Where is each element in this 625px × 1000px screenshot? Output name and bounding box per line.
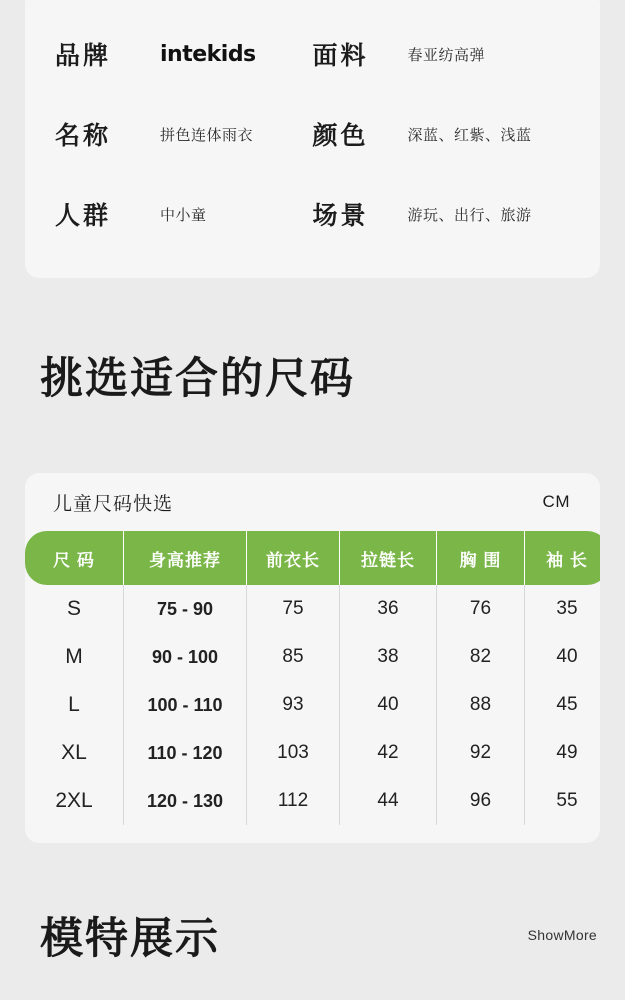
table-row — [25, 633, 600, 681]
spec-row-scene — [313, 196, 571, 232]
cell-size: M — [65, 645, 83, 668]
spec-row-brand — [55, 36, 313, 72]
cell-chest: 96 — [437, 777, 525, 825]
size-section-title: 挑选适合的尺码 — [40, 355, 355, 403]
cell-chest: 82 — [437, 633, 525, 681]
cell-sleeve: 55 — [525, 777, 601, 825]
show-more-link[interactable]: ShowMore — [527, 927, 597, 943]
cell-height: 120 - 130 — [124, 777, 247, 825]
spec-label-color: 颜色 — [312, 122, 369, 150]
size-chart-title: 儿童尺码快选 — [53, 493, 174, 515]
spec-row-audience — [55, 196, 313, 232]
size-table-header-row — [25, 531, 600, 585]
cell-chest: 88 — [437, 681, 525, 729]
col-header-sleeve: 袖 长 — [525, 531, 601, 585]
spec-row-color — [313, 116, 571, 152]
spec-label-audience: 人群 — [55, 202, 112, 230]
spec-value-audience: 中小童 — [160, 206, 207, 224]
cell-height: 100 - 110 — [124, 681, 247, 729]
col-header-size: 尺 码 — [53, 550, 95, 570]
size-chart-card — [25, 473, 600, 843]
cell-size: XL — [61, 741, 87, 764]
table-row — [25, 585, 600, 633]
spec-row-name — [55, 116, 313, 152]
cell-length: 93 — [247, 681, 340, 729]
cell-length: 112 — [247, 777, 340, 825]
spec-grid — [55, 14, 570, 254]
spec-value-color: 深蓝、红紫、浅蓝 — [407, 126, 532, 144]
cell-sleeve: 45 — [525, 681, 601, 729]
spec-label-brand: 品牌 — [55, 42, 112, 70]
cell-height: 90 - 100 — [124, 633, 247, 681]
spec-label-scene: 场景 — [312, 202, 369, 230]
cell-length: 103 — [247, 729, 340, 777]
table-row — [25, 681, 600, 729]
table-row — [25, 729, 600, 777]
cell-zipper: 38 — [340, 633, 437, 681]
spec-value-fabric: 春亚纺高弹 — [407, 46, 486, 64]
size-table — [25, 531, 600, 825]
brand-logo: intekids — [160, 41, 256, 67]
size-table-body — [25, 585, 600, 825]
cell-size: L — [68, 693, 80, 716]
cell-sleeve: 49 — [525, 729, 601, 777]
product-spec-card — [25, 0, 600, 278]
cell-length: 75 — [247, 585, 340, 633]
col-header-height: 身高推荐 — [124, 531, 247, 585]
cell-chest: 76 — [437, 585, 525, 633]
cell-zipper: 40 — [340, 681, 437, 729]
spec-value-scene: 游玩、出行、旅游 — [407, 206, 532, 224]
spec-label-name: 名称 — [55, 122, 112, 150]
col-header-chest: 胸 围 — [437, 531, 525, 585]
model-section-title: 模特展示 — [40, 915, 220, 963]
table-row — [25, 777, 600, 825]
cell-zipper: 42 — [340, 729, 437, 777]
cell-size: S — [66, 597, 81, 620]
cell-zipper: 44 — [340, 777, 437, 825]
cell-height: 110 - 120 — [124, 729, 247, 777]
col-header-zipper: 拉链长 — [340, 531, 437, 585]
cell-zipper: 36 — [340, 585, 437, 633]
spec-label-fabric: 面料 — [312, 42, 369, 70]
cell-chest: 92 — [437, 729, 525, 777]
spec-value-name: 拼色连体雨衣 — [160, 126, 254, 144]
size-table-head — [25, 531, 600, 585]
size-chart-header — [25, 473, 600, 531]
spec-row-fabric — [313, 36, 571, 72]
col-header-length: 前衣长 — [247, 531, 340, 585]
cell-length: 85 — [247, 633, 340, 681]
cell-sleeve: 40 — [525, 633, 601, 681]
cell-sleeve: 35 — [525, 585, 601, 633]
cell-height: 75 - 90 — [124, 585, 247, 633]
size-chart-unit: CM — [542, 492, 570, 511]
cell-size: 2XL — [55, 789, 93, 812]
